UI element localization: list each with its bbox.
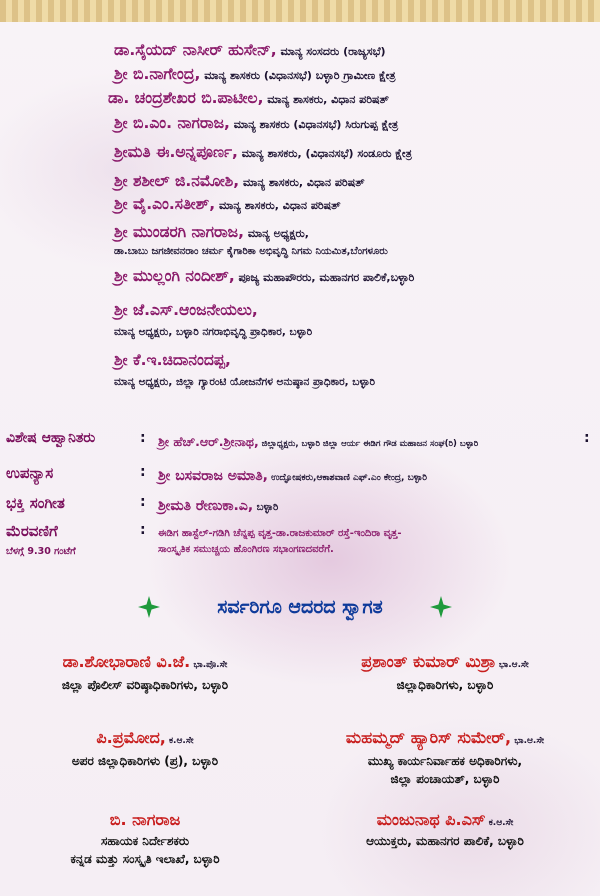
guest-subtitle: ಮಾನ್ಯ ಅಧ್ಯಕ್ಷರು, ಜಿಲ್ಲಾ ಗ್ಯಾರಂಟಿ ಯೋಜನೆಗಳ ಅನುಷ್ಠಾನ ಪ್ರಾಧಿಕಾರ, ಬಳ್ಳಾರಿ — [114, 376, 376, 388]
sparkle-star-icon — [138, 596, 160, 618]
guest-name: ಶ್ರೀ ಮುಂಡರಗಿ ನಾಗರಾಜ, — [114, 223, 244, 241]
program-label: ಮೆರವಣಿಗೆ — [6, 522, 58, 540]
guest-item — [114, 64, 396, 84]
official-designation: ಆಯುಕ್ತರು, ಮಹಾನಗರ ಪಾಲಿಕೆ, ಬಳ್ಳಾರಿ — [366, 834, 524, 848]
guest-desc: ಮಾನ್ಯ ಅಧ್ಯಕ್ಷರು, — [243, 227, 309, 240]
program-trailing-colon: : — [584, 430, 590, 446]
guest-name: ಶ್ರೀ ಬಿ.ಎಂ. ನಾಗರಾಜ, — [114, 114, 230, 132]
program-value — [158, 431, 478, 450]
guest-desc: ಪೂಜ್ಯ ಮಹಾಪೌರರು, ಮಹಾನಗರ ಪಾಲಿಕೆ,ಬಳ್ಳಾರಿ — [234, 271, 415, 284]
program-row-devotional-music — [6, 494, 594, 518]
program-name: ಶ್ರೀ ಹೆಚ್.ಆರ್.ಶ್ರೀನಾಥ, — [158, 434, 259, 449]
guest-desc: ಮಾನ್ಯ ಶಾಸಕರು (ವಿಧಾನಸಭೆ) ಸಿರುಗುಪ್ಪ ಕ್ಷೇತ್ರ — [229, 118, 399, 131]
program-route-line: ಸಾಂಸ್ಕೃತಿಕ ಸಮುಚ್ಚಯ ಹೊಂಗಿರಣ ಸಭಾಂಗಣದವರೆಗೆ. — [158, 544, 334, 555]
guest-item — [114, 40, 386, 60]
program-label: ವಿಶೇಷ ಆಹ್ವಾನಿತರು — [6, 430, 96, 446]
program-value — [158, 465, 427, 484]
program-value — [158, 495, 278, 514]
guest-item — [114, 171, 365, 191]
guest-subtitle: ಮಾನ್ಯ ಅಧ್ಯಕ್ಷರು, ಬಳ್ಳಾರಿ ನಗರಾಭಿವೃದ್ಧಿ ಪ್ರಾಧಿಕಾರ, ಬಳ್ಳಾರಿ — [114, 326, 313, 338]
official-name: ಬಿ. ನಾಗರಾಜ — [109, 810, 181, 829]
program-route — [158, 526, 402, 558]
guest-item — [114, 222, 388, 257]
official-title: ಕ.ಆ.ಸೇ — [485, 818, 514, 828]
program-colon: : — [140, 522, 146, 538]
official-designation: ಜಿಲ್ಲಾ ಪೊಲೀಸ್ ವರಿಷ್ಠಾಧಿಕಾರಿಗಳು, ಬಳ್ಳಾರಿ — [61, 678, 229, 692]
official-title: ಭಾ.ಪೊ.ಸೇ — [190, 660, 228, 670]
guest-item — [114, 142, 412, 162]
official-name: ಮಂಜುನಾಥ ಪಿ.ಎಸ್ — [376, 810, 486, 829]
guest-name: ಶ್ರೀಮತಿ ಈ.ಅನ್ನಪೂರ್ಣ, — [114, 143, 238, 161]
program-route-line: ಈಡಿಗ ಹಾಸ್ಟೆಲ್-ಗಡಿಗಿ ಚೆನ್ನಪ್ಪ ವೃತ್ತ-ಡಾ.ರಾಜಕುಮಾರ್ ರಸ್ತೆ-ಇಂದಿರಾ ವೃತ್ತ- — [158, 528, 402, 539]
guest-name: ಶ್ರೀ ಶಶೀಲ್ ಜಿ.ನಮೋಶಿ, — [114, 172, 240, 190]
guest-item — [114, 113, 398, 133]
guest-name: ಶ್ರೀ ಮುಲ್ಲಂಗಿ ನಂದೀಶ್, — [114, 267, 235, 285]
guest-name: ಶ್ರೀ ವೈ.ಎಂ.ಸತೀಶ್, — [114, 195, 216, 213]
official-designation: ಅಪರ ಜಿಲ್ಲಾಧಿಕಾರಿಗಳು (ಪ್ರ), ಬಳ್ಳಾರಿ — [71, 754, 219, 768]
official-name: ಮಹಮ್ಮದ್ ಹ್ಯಾರಿಸ್ ಸುಮೇರ್, — [345, 728, 512, 747]
official-name: ಡಾ.ಶೋಭಾರಾಣಿ ವಿ.ಜೆ. — [62, 652, 191, 671]
welcome-text: ಸರ್ವರಿಗೂ ಆದರದ ಸ್ವಾಗತ — [217, 596, 383, 618]
guest-name: ಡಾ. ಚಂದ್ರಶೇಖರ ಬಿ.ಪಾಟೀಲ, — [108, 89, 264, 107]
program-desc: ಉದ್ಘೋಷಕರು,ಆಕಾಶವಾಣಿ ಎಫ್.ಎಂ ಕೇಂದ್ರ, ಬಳ್ಳಾರಿ — [267, 473, 428, 483]
guest-name: ಶ್ರೀ ಕೆ.ಇ.ಚಿದಾನಂದಪ್ಪ, — [114, 351, 231, 369]
official-designation: ಜಿಲ್ಲಾಧಿಕಾರಿಗಳು, ಬಳ್ಳಾರಿ — [396, 678, 494, 692]
official-card — [310, 810, 580, 849]
official-card — [10, 728, 280, 769]
program-label: ಉಪನ್ಯಾಸ — [6, 464, 54, 482]
official-card — [10, 652, 280, 693]
decorative-top-border — [0, 0, 600, 22]
program-label: ಭಕ್ತಿ ಸಂಗೀತ — [6, 494, 65, 512]
welcome-heading — [0, 596, 600, 626]
official-card — [300, 728, 590, 787]
program-desc: ಬಳ್ಳಾರಿ — [253, 502, 279, 513]
guest-item — [114, 266, 414, 286]
official-name: ಪಿ.ಪ್ರಮೋದ, — [96, 728, 166, 747]
program-name: ಶ್ರೀಮತಿ ರೇಣುಕಾ.ಎ, — [158, 498, 254, 514]
program-sublabel: ಬೆಳಗ್ಗೆ 9.30 ಗಂಟೆಗೆ — [6, 546, 76, 557]
guest-subtitle: ಡಾ.ಬಾಬು ಜಗಜೀವನರಾಂ ಚರ್ಮ ಕೈಗಾರಿಕಾ ಅಭಿವೃದ್ಧಿ ನಿಗಮ ನಿಯಮಿತ,ಬೆಂಗಳೂರು — [114, 246, 388, 257]
guest-desc: ಮಾನ್ಯ ಶಾಸಕರು, ವಿಧಾನ ಪರಿಷತ್ — [239, 176, 365, 189]
official-card — [310, 652, 580, 693]
guest-item — [108, 88, 389, 108]
official-title: ಭಾ.ಆ.ಸೇ — [511, 736, 545, 746]
official-designation: ಕನ್ನಡ ಮತ್ತು ಸಂಸ್ಕೃತಿ ಇಲಾಖೆ, ಬಳ್ಳಾರಿ — [70, 852, 220, 866]
guest-desc: ಮಾನ್ಯ ಶಾಸಕರು, ವಿಧಾನ ಪರಿಷತ್ — [263, 93, 389, 106]
guest-desc: ಮಾನ್ಯ ಶಾಸಕರು, (ವಿಧಾನಸಭೆ) ಸಂಡೂರು ಕ್ಷೇತ್ರ — [237, 147, 412, 160]
program-colon: : — [140, 464, 146, 480]
guest-name: ಶ್ರೀ ಬಿ.ನಾಗೇಂದ್ರ, — [114, 65, 201, 83]
program-desc: ಜಿಲ್ಲಾಧ್ಯಕ್ಷರು, ಬಳ್ಳಾರಿ ಜಿಲ್ಲಾ ಆರ್ಯ ಈಡಿಗ ಗೌಡ ಮಹಾಜನ ಸಂಘ(ರಿ) ಬಳ್ಳಾರಿ — [258, 439, 479, 449]
program-colon: : — [140, 430, 146, 446]
program-row-special-invitee — [6, 430, 594, 454]
program-colon: : — [140, 494, 146, 510]
official-designation: ಸಹಾಯಕ ನಿರ್ದೇಶಕರು — [100, 834, 190, 848]
guest-name: ಶ್ರೀ ಜೆ.ಎಸ್.ಆಂಜನೇಯಲು, — [114, 301, 258, 319]
guest-desc: ಮಾನ್ಯ ಶಾಸಕರು (ವಿಧಾನಸಭೆ) ಬಳ್ಳಾರಿ ಗ್ರಾಮೀಣ ಕ್ಷೇತ್ರ — [200, 69, 396, 82]
program-name: ಶ್ರೀ ಬಸವರಾಜ ಅಮಾತಿ, — [158, 468, 268, 484]
program-row-lecture — [6, 464, 594, 488]
guest-item — [114, 194, 341, 214]
guest-item — [114, 350, 375, 389]
guest-desc: ಮಾನ್ಯ ಶಾಸಕರು, ವಿಧಾನ ಪರಿಷತ್ — [215, 199, 341, 212]
official-designation: ಜಿಲ್ಲಾ ಪಂಚಾಯತ್, ಬಳ್ಳಾರಿ — [390, 772, 500, 786]
guest-item — [114, 300, 312, 339]
official-designation: ಮುಖ್ಯ ಕಾರ್ಯನಿರ್ವಾಹಕ ಅಧಿಕಾರಿಗಳು, — [367, 754, 523, 768]
sparkle-star-icon — [430, 596, 452, 618]
program-row-procession — [6, 522, 594, 566]
official-card — [10, 810, 280, 867]
guest-desc: ಮಾನ್ಯ ಸಂಸದರು (ರಾಜ್ಯಸಭೆ) — [276, 45, 386, 58]
official-title: ಕ.ಆ.ಸೇ — [165, 736, 194, 746]
official-name: ಪ್ರಶಾಂತ್ ಕುಮಾರ್ ಮಿಶ್ರಾ — [361, 652, 496, 671]
guest-name: ಡಾ.ಸೈಯದ್ ನಾಸೀರ್ ಹುಸೇನ್, — [114, 41, 277, 59]
official-title: ಭಾ.ಆ.ಸೇ — [495, 660, 529, 670]
